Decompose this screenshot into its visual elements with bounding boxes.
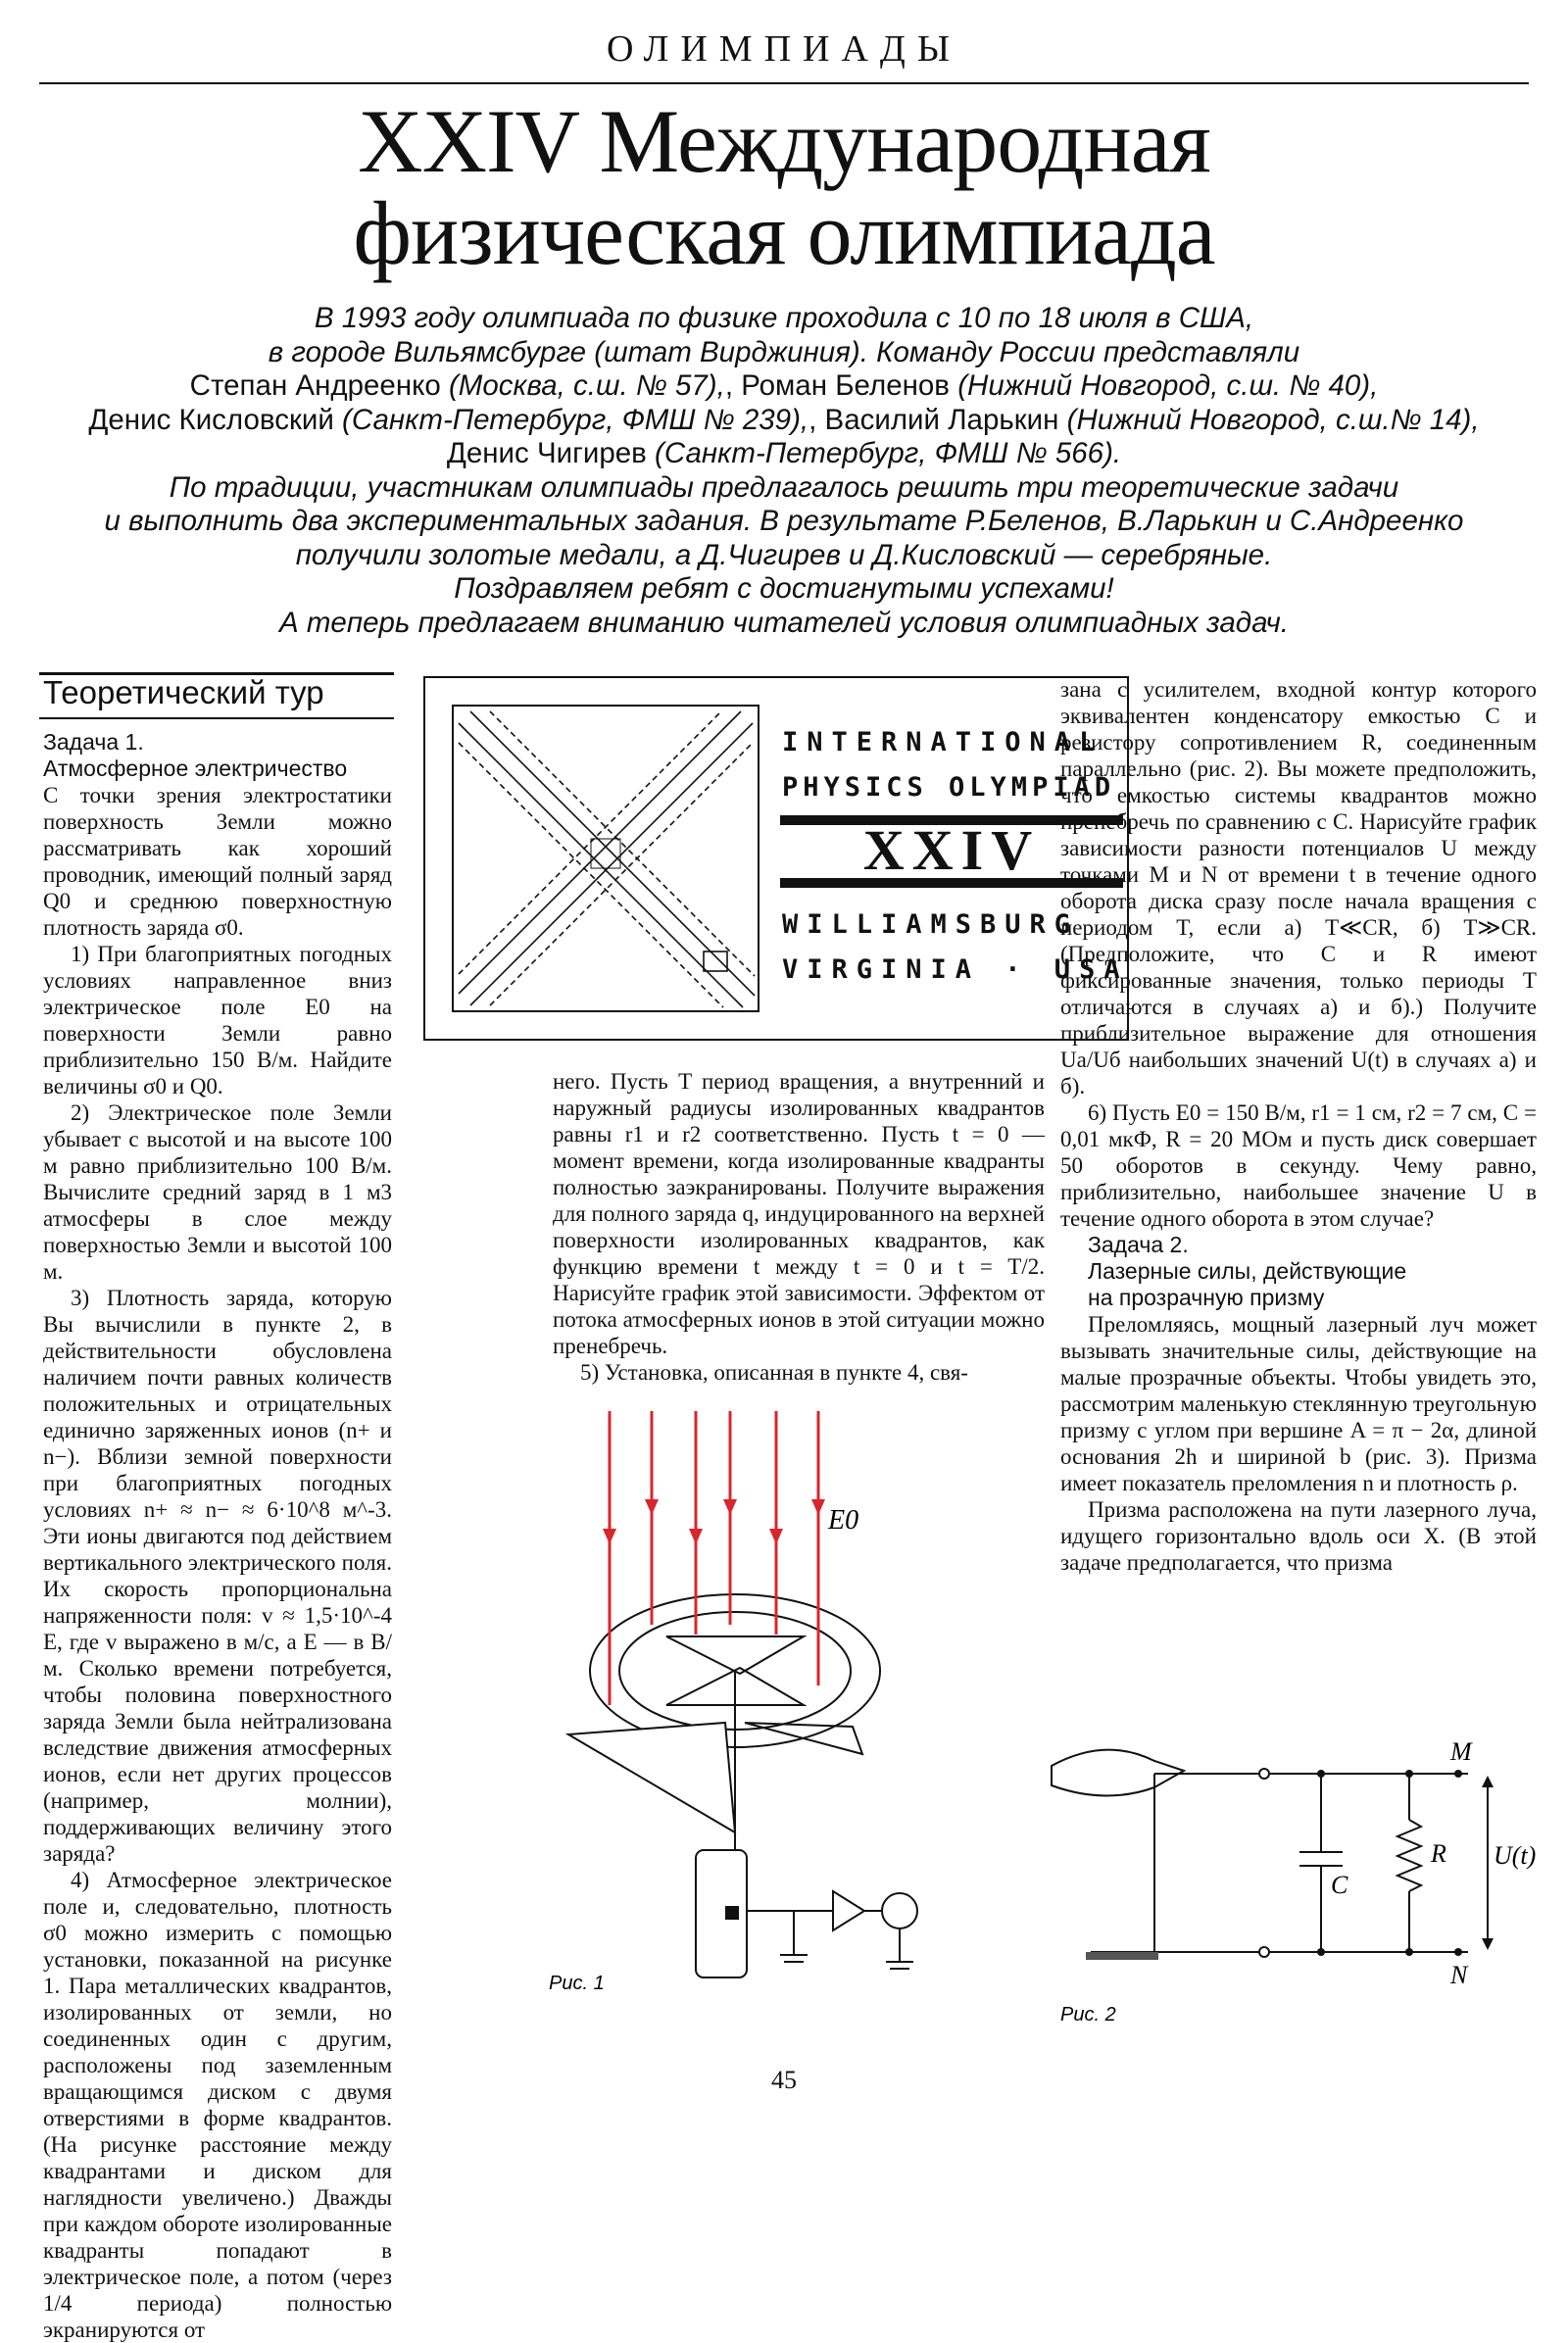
article-title-line-1: XXIV Международная <box>358 91 1210 191</box>
team-member-name: Степан Андреенко <box>189 369 441 402</box>
task1-item-6: 6) Пусть E0 = 150 В/м, r1 = 1 см, r2 = 7 см, C = 0,01 мкФ, R = 20 МОм и пусть диск совершает 50 оборотов в секунду. Чему равно, приблизительно, наибольшее значение U в течение одного оборота в этом случае? <box>1060 1100 1537 1231</box>
intro: В 1993 году олимпиада по физике проходила с 10 по 18 июля в США, в городе Вильямсбурге (штат Вирджиния). Команду России представляли Степан Андреенко (Москва, с.ш. № 57),, Роман Беленов (Нижний Новгород, с.ш. № 40), Денис Кисловский (Санкт-Петербург, ФМШ № 239),, Василий Ларькин (Нижний Новгород, с.ш.№ 14), Денис Чигирев (Санкт-Петербург, ФМШ № 566). По традиции, участникам олимпиады предлагалось решить три теоретические задачи и выполнить два экспериментальных задания. В результате Р.Беленов, В.Ларькин и С.Андреенко получили золотые медали, а Д.Чигирев и Д.Кисловский — серебряные. Поздравляем ребят с достигнутыми успехами! А теперь предлагаем вниманию читателей условия олимпиадных задач. <box>88 302 1480 639</box>
section-rule-bottom <box>39 717 394 719</box>
rubric: ОЛИМПИАДЫ <box>607 28 961 70</box>
page-number: 45 <box>771 2066 797 2094</box>
intro-line: По традиции, участникам олимпиады предлагалось решить три теоретические задачи <box>169 470 1399 504</box>
label-c: C <box>1331 1871 1348 1899</box>
intro-line: Поздравляем ребят с достигнутыми успехами! <box>454 572 1114 605</box>
intro-line: получили золотые медали, а Д.Чигирев и Д.Кисловский — серебряные. <box>295 538 1273 571</box>
task2-heading: Задача 2. <box>1088 1232 1189 1257</box>
label-r: R <box>1431 1839 1446 1868</box>
team-member-name: Денис Чигирев <box>446 437 647 469</box>
label-m: M <box>1450 1737 1472 1766</box>
task1-item-5-continued: зана с усилителем, входной контур которого эквивалентен конденсатору емкостью C и резистору сопротивлением R, соединенным параллельно (рис. 2). Вы можете предположить, что емкостью системы квадрантов можно пренебречь по сравнению с C. Нарисуйте график зависимости разности потенциалов U между точками M и N от времени t в течение одного оборота диска сразу после начала вращения с периодом T, если а) T≪CR, б) T≫CR. (Предположите, что C и R имеют фиксированные значения, только периоды T отличаются в случаях а) и б).) Получите приблизительное выражение для отношения Ua/Uб наибольших значений U(t) в случаях а) и б). <box>1060 677 1537 1098</box>
team-member-name: Денис Кисловский <box>88 403 334 436</box>
team-member-place: (Санкт-Петербург, ФМШ № 239), <box>342 403 809 436</box>
task1-intro: С точки зрения электростатики поверхность Земли можно рассматривать как хороший проводник, имеющий полный заряд Q0 и среднюю поверхностную плотность заряда σ0. <box>43 783 392 940</box>
connector-block <box>725 1906 739 1920</box>
task1-item-1: 1) При благоприятных погодных условиях направленное вниз электрическое поле E0 на поверхности Земли равно приблизительно 150 В/м. Найдите величины σ0 и Q0. <box>43 942 392 1098</box>
section-title: Теоретический тур <box>43 674 324 710</box>
task2-paragraph-1: Преломляясь, мощный лазерный луч может вызывать значительные силы, действующие на малые прозрачные объекты. Чтобы увидеть это, рассмотрим маленькую стеклянную треугольную призму с углом при вершине A = π − 2α, длиной основания 2h и шириной b (рис. 3). Призма имеет показатель преломления n и плотность ρ. <box>1060 1312 1537 1495</box>
team-member-place: (Москва, с.ш. № 57), <box>448 369 725 402</box>
article-title-line-2: физическая олимпиада <box>353 183 1215 283</box>
olympiad-logo <box>423 676 1129 1041</box>
column-1 <box>43 729 392 2343</box>
figure-2-caption: Рис. 2 <box>1060 2004 1116 2026</box>
label-n: N <box>1450 1961 1468 1989</box>
field-label: E0 <box>828 1505 859 1536</box>
logo-line-williamsburg: WILLIAMSBURG <box>782 909 1080 940</box>
intro-line: В 1993 году олимпиада по физике проходила с 10 по 18 июля в США, <box>314 302 1254 334</box>
header-rule <box>39 82 1529 84</box>
logo-line-international: INTERNATIONAL <box>782 727 1104 757</box>
task1-subheading: Атмосферное электричество <box>43 756 348 781</box>
task1-heading: Задача 1. <box>43 729 144 755</box>
task1-item-2: 2) Электрическое поле Земли убывает с высотой и на высоте 100 м равно приблизительно 100 В/м. Вычислите средний заряд в 1 м3 атмосферы в слое между поверхностью Земли и высотой 100 м. <box>43 1100 392 1284</box>
task2-subheading-line-2: на прозрачную призму <box>1088 1285 1325 1310</box>
task2-paragraph-2: Призма расположена на пути лазерного луча, идущего горизонтально вдоль оси X. (В этой задаче предполагается, что призма <box>1060 1497 1537 1575</box>
figure-1-caption: Рис. 1 <box>549 1973 605 1994</box>
column-2 <box>553 1068 1045 1386</box>
task1-item-4-continued: него. Пусть T период вращения, а внутренний и наружный радиусы изолированных квадрантов равны r1 и r2 соответственно. Пусть t = 0 — момент времени, когда изолированные квадранты полностью заэкранированы. Получите выражения для полного заряда q, индуцированного на верхней поверхности изолированных квадрантов, как функцию времени t между t = 0 и t = T/2. Нарисуйте график этой зависимости. Эффектом от потока атмосферных ионов в этой ситуации можно пренебречь. <box>553 1069 1045 1358</box>
team-member-name: Роман Беленов <box>741 369 950 402</box>
column-3 <box>1060 676 1537 1576</box>
logo-line-virginia: VIRGINIA · USA <box>782 954 1129 985</box>
team-member-place: (Нижний Новгород, с.ш. № 40), <box>957 369 1379 402</box>
task1-item-5: 5) Установка, описанная в пункте 4, свя- <box>580 1360 968 1385</box>
team-member-place: (Нижний Новгород, с.ш.№ 14), <box>1066 403 1480 436</box>
figure-1 <box>549 1411 1009 1999</box>
crossed-beams-emblem <box>449 702 762 1015</box>
label-u: U(t) <box>1494 1841 1537 1870</box>
intro-line: А теперь предлагаем вниманию читателей условия олимпиадных задач. <box>278 606 1289 639</box>
task1-item-4: 4) Атмосферное электрическое поле и, следовательно, плотность σ0 можно измерить с помощью установки, показанной на рисунке 1. Пара металлических квадрантов, изолированных от земли, но соединенных один с другим, расположены под заземленным вращающимся диском с двумя отверстиями в форме квадрантов. (На рисунке расстояние между квадрантами и диском для наглядности увеличено.) Дважды при каждом обороте изолированные квадранты попадают в электрическое поле, а потом (через 1/4 периода) полностью экранируются от <box>43 1868 392 2342</box>
figure-2 <box>1047 1727 1537 2030</box>
logo-line-physics: PHYSICS OLYMPIAD <box>782 772 1116 803</box>
logo-numeral: XXIV <box>780 815 1123 888</box>
task1-item-3: 3) Плотность заряда, которую Вы вычислили в пункте 2, в действительности обусловлена наличием почти равных количеств положительных и отрицательных единично заряженных ионов (n+ и n−). Вблизи земной поверхности при благоприятных погодных условиях n+ ≈ n− ≈ 6·10^8 м^-3. Эти ионы двигаются под действием вертикального электрического поля. Их скорость пропорциональна напряженности поля: v ≈ 1,5·10^-4 E, где v выражено в м/с, а E — в В/м. Сколько времени потребуется, чтобы половина поверхностного заряда Земли была нейтрализована вследствие движения атмосферных ионов, если нет других процессов (например, молнии), поддерживающих величину этого заряда? <box>43 1286 392 1866</box>
intro-line: в городе Вильямсбурге (штат Вирджиния). Команду России представляли <box>268 335 1300 368</box>
intro-line: и выполнить два экспериментальных задания. В результате Р.Беленов, В.Ларькин и С.Андреенко <box>104 505 1464 537</box>
team-member-name: Василий Ларькин <box>824 403 1059 436</box>
team-member-place: (Санкт-Петербург, ФМШ № 566). <box>655 437 1122 469</box>
task2-subheading-line-1: Лазерные силы, действующие <box>1088 1258 1407 1284</box>
